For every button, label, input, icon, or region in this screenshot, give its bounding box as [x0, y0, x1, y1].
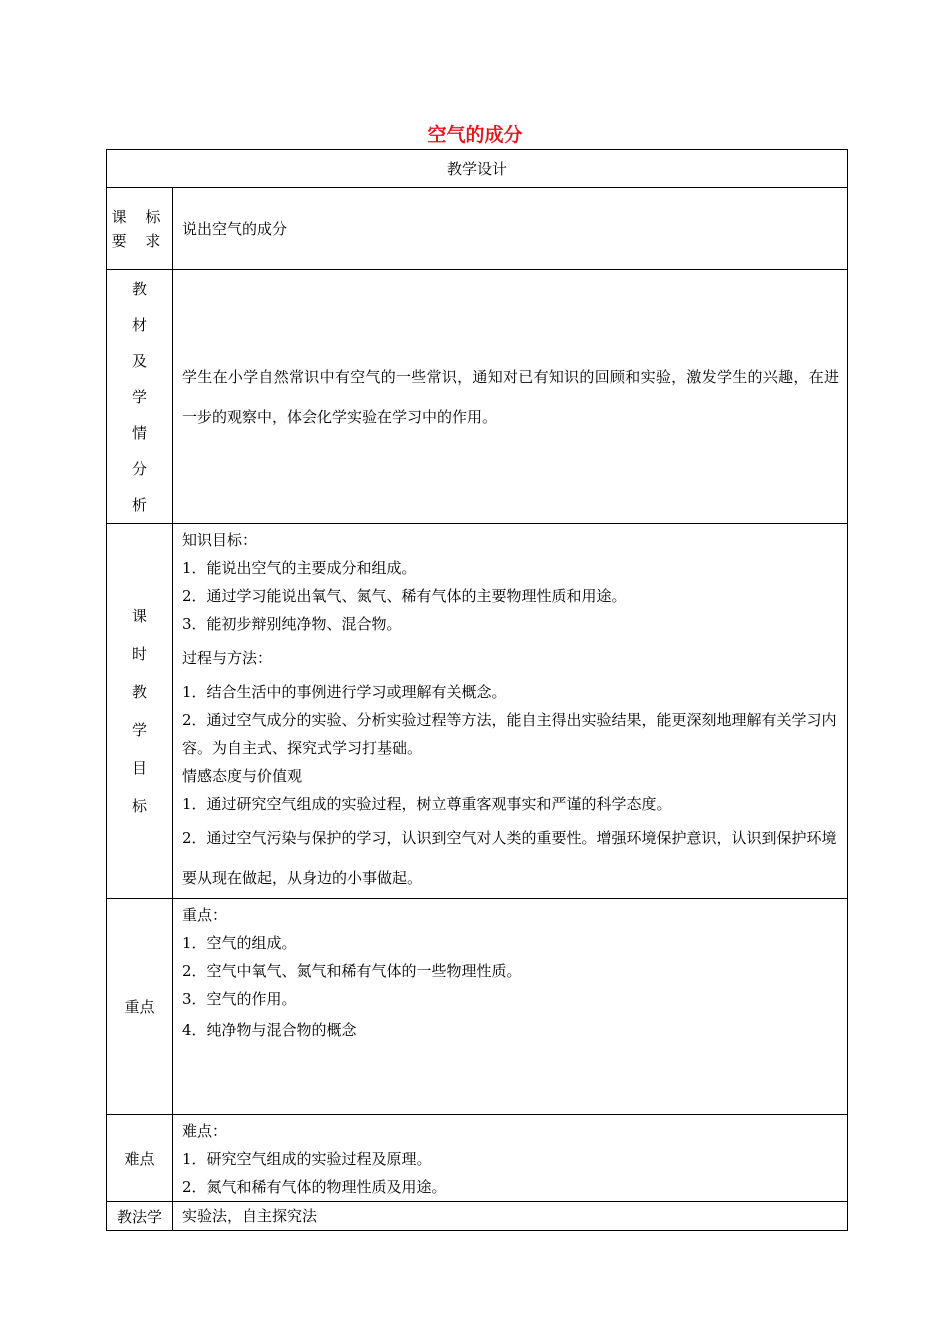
key-point-item: 2．空气中氧气、氮气和稀有气体的一些物理性质。 [182, 962, 522, 980]
objectives-label-char: 教 [131, 683, 147, 701]
difficulties-content-cell [173, 1115, 848, 1202]
attitude-item: 2．通过空气污染与保护的学习，认识到空气对人类的重要性。增强环境保护意识，认识到保护环境要从现在做起，从身边的小事做起。 [182, 829, 837, 887]
attitude-item: 1．通过研究空气组成的实验过程，树立尊重客观事实和严谨的科学态度。 [182, 795, 672, 813]
analysis-content-cell [173, 270, 848, 524]
lesson-plan-table [106, 149, 848, 1231]
key-point-item: 1．空气的组成。 [182, 934, 297, 952]
analysis-label-char: 学 [131, 387, 147, 406]
analysis-label-char: 析 [131, 495, 147, 514]
key-point-item: 3．空气的作用。 [182, 990, 297, 1008]
key-point-item: 4．纯净物与混合物的概念 [182, 1021, 357, 1039]
process-item: 1．结合生活中的事例进行学习或理解有关概念。 [182, 683, 507, 701]
analysis-label-char: 教 [131, 279, 147, 298]
process-heading: 过程与方法： [182, 649, 273, 667]
objectives-label-char: 时 [131, 645, 147, 663]
difficulties-label: 难点 [107, 1115, 173, 1202]
objectives-label-cell [107, 524, 173, 899]
knowledge-item: 2．通过学习能说出氧气、氮气、稀有气体的主要物理性质和用途。 [182, 587, 627, 605]
analysis-label-char: 分 [131, 459, 147, 478]
method-label: 教法学 [107, 1202, 173, 1231]
objectives-label-char: 标 [131, 797, 147, 815]
method-content: 实验法，自主探究法 [173, 1202, 848, 1231]
standard-label-line-2: 要 求 [111, 231, 168, 250]
standard-content: 说出空气的成分 [173, 188, 848, 270]
standard-label-cell [107, 188, 173, 270]
analysis-label-cell [107, 270, 173, 524]
objectives-label-char: 课 [131, 607, 147, 625]
objectives-content-cell [173, 524, 848, 899]
table-header: 教学设计 [107, 150, 848, 188]
analysis-label-char: 材 [131, 315, 147, 334]
objectives-label-char: 学 [131, 721, 147, 739]
difficulties-heading: 难点： [182, 1122, 228, 1140]
attitude-heading: 情感态度与价值观 [182, 767, 303, 785]
document-title: 空气的成分 [427, 124, 523, 146]
objectives-label-char: 目 [131, 759, 147, 777]
analysis-label-char: 及 [131, 351, 147, 370]
key-points-heading: 重点： [182, 906, 228, 924]
knowledge-item: 1．能说出空气的主要成分和组成。 [182, 559, 417, 577]
analysis-content: 学生在小学自然常识中有空气的一些常识，通知对已有知识的回顾和实验，激发学生的兴趣，在进一步的观察中，体会化学实验在学习中的作用。 [182, 367, 839, 426]
analysis-label-char: 情 [131, 423, 147, 442]
difficulty-item: 2．氮气和稀有气体的物理性质及用途。 [182, 1178, 447, 1196]
knowledge-heading: 知识目标： [182, 531, 258, 549]
key-points-content-cell [173, 899, 848, 1115]
difficulty-item: 1．研究空气组成的实验过程及原理。 [182, 1150, 432, 1168]
knowledge-item: 3．能初步辩别纯净物、混合物。 [182, 615, 402, 633]
standard-label-line-1: 课 标 [111, 207, 168, 226]
key-points-label: 重点 [107, 899, 173, 1115]
process-item: 2．通过空气成分的实验、分析实验过程等方法，能自主得出实验结果，能更深刻地理解有关学习内容。为自主式、探究式学习打基础。 [182, 711, 837, 757]
